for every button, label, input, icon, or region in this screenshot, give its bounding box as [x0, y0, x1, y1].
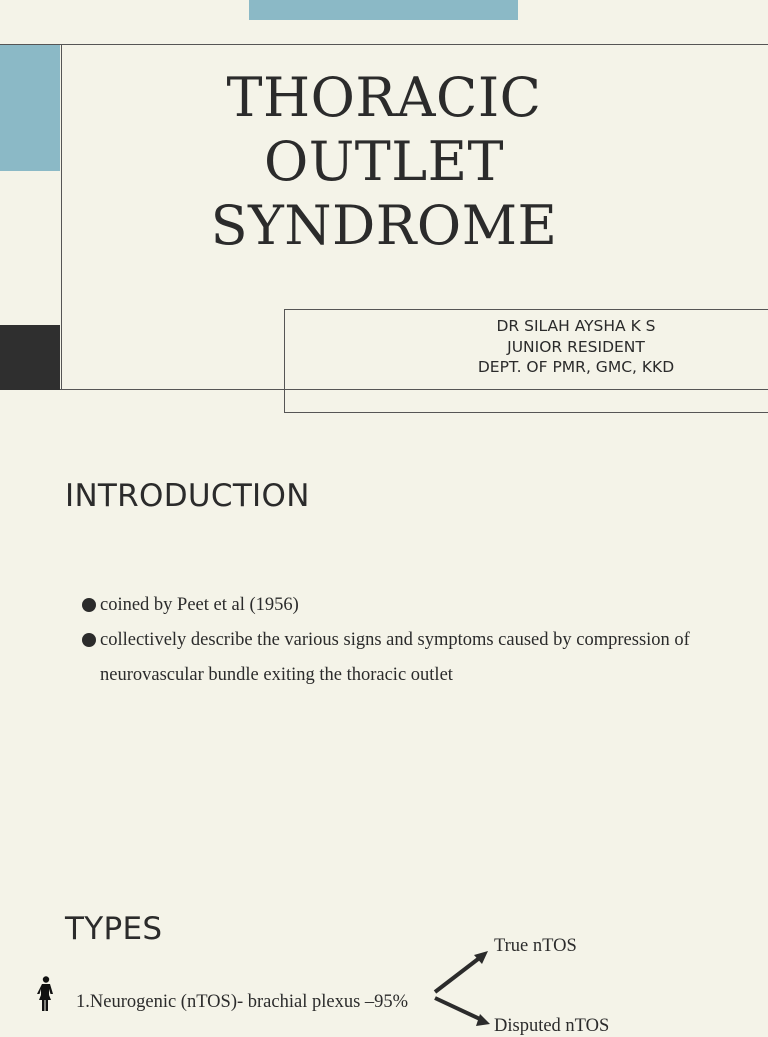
- side-accent-dark: [0, 325, 60, 390]
- subtype-disputed-ntos: Disputed nTOS: [494, 1016, 610, 1036]
- person-standing-icon: [37, 976, 55, 1012]
- subtype-true-ntos: True nTOS: [494, 936, 577, 956]
- branch-arrows: [430, 946, 500, 1026]
- author-role: JUNIOR RESIDENT: [507, 337, 645, 356]
- bullet-item: [80, 623, 720, 693]
- top-accent-bar: [249, 0, 518, 20]
- author-name: DR SILAH AYSHA K S: [496, 317, 656, 335]
- title-line-3: SYNDROME: [210, 194, 558, 257]
- author-block: [384, 316, 768, 378]
- bullet-dot-icon: [82, 598, 96, 612]
- introduction-bullets: [80, 588, 720, 693]
- bullet-item: [80, 588, 720, 623]
- slide-title: [62, 66, 706, 258]
- introduction-heading: INTRODUCTION: [65, 478, 310, 514]
- types-heading: TYPES: [65, 911, 163, 947]
- title-line-1: THORACIC: [226, 66, 542, 129]
- frame-line-top: [0, 44, 768, 45]
- type-neurogenic: 1.Neurogenic (nTOS)- brachial plexus –95%: [76, 992, 409, 1012]
- bullet-text: coined by Peet et al (1956): [100, 595, 299, 615]
- title-line-2: OUTLET: [263, 130, 505, 193]
- side-accent-blue: [0, 45, 60, 171]
- bullet-dot-icon: [82, 633, 96, 647]
- author-dept: DEPT. OF PMR, GMC, KKD: [477, 358, 675, 376]
- bullet-text: collectively describe the various signs and symptoms caused by compression of neurovascular bundle exiting the thoracic outlet: [100, 630, 690, 685]
